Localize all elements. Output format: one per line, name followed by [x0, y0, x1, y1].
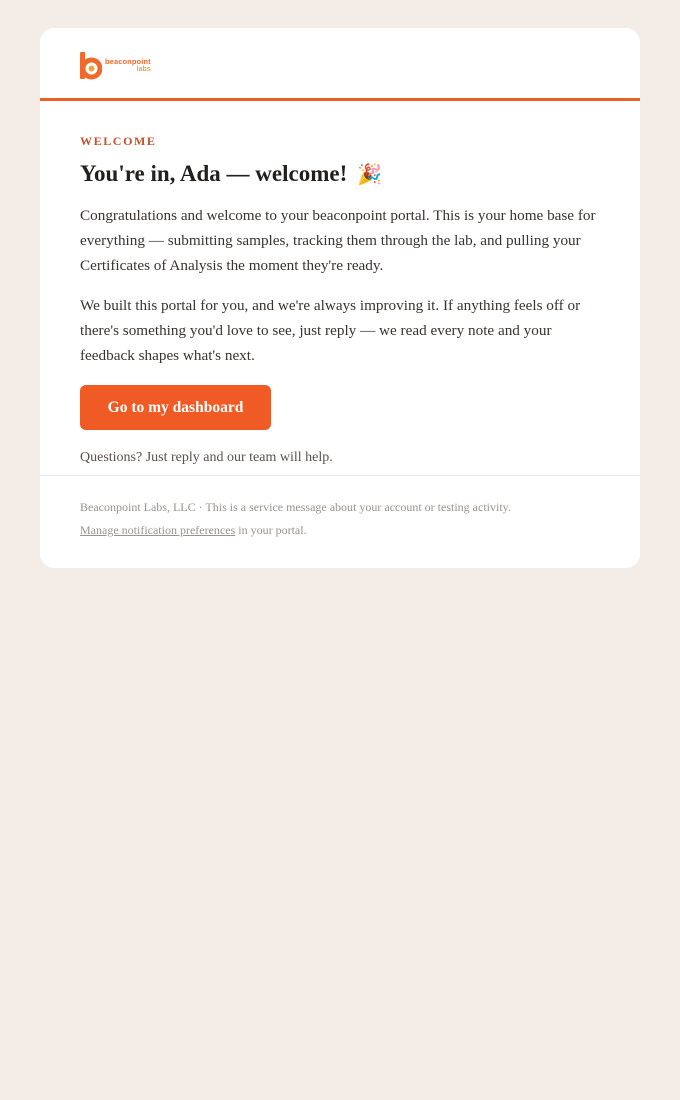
footer-preferences-suffix: in your portal. [235, 523, 307, 537]
logo-wordmark [105, 58, 151, 74]
go-to-dashboard-button[interactable]: Go to my dashboard [80, 385, 271, 430]
footer-legal-line: Beaconpoint Labs, LLC · This is a service message about your account or testing activity. [80, 500, 511, 514]
questions-note: Questions? Just reply and our team will help. [80, 450, 333, 465]
feedback-paragraph: We built this portal for you, and we're always improving it. If anything feels off or there's something you'd love to see, just reply — we read every note and your feedback shapes what's next. [80, 297, 581, 364]
brand-logo [80, 52, 151, 80]
manage-preferences-link[interactable]: Manage notification preferences [80, 523, 236, 537]
email-card [40, 28, 640, 568]
beaconpoint-logo-icon [80, 52, 102, 80]
party-popper-icon: 🎉 [357, 162, 383, 186]
email-header [40, 28, 640, 101]
email-footer [40, 476, 640, 542]
email-title-text: You're in, Ada — welcome! [80, 161, 348, 186]
footer-preferences-line [80, 519, 600, 542]
logo-text-bottom: labs [136, 66, 151, 73]
eyebrow-label: WELCOME [80, 134, 157, 148]
email-body [40, 134, 640, 467]
logo-text-top: beaconpoint [105, 57, 151, 66]
intro-paragraph: Congratulations and welcome to your beaconpoint portal. This is your home base for everything — submitting samples, tracking them through the lab, and pulling your Certificates of Analysis the moment they're ready. [80, 207, 596, 274]
email-title [80, 159, 600, 189]
